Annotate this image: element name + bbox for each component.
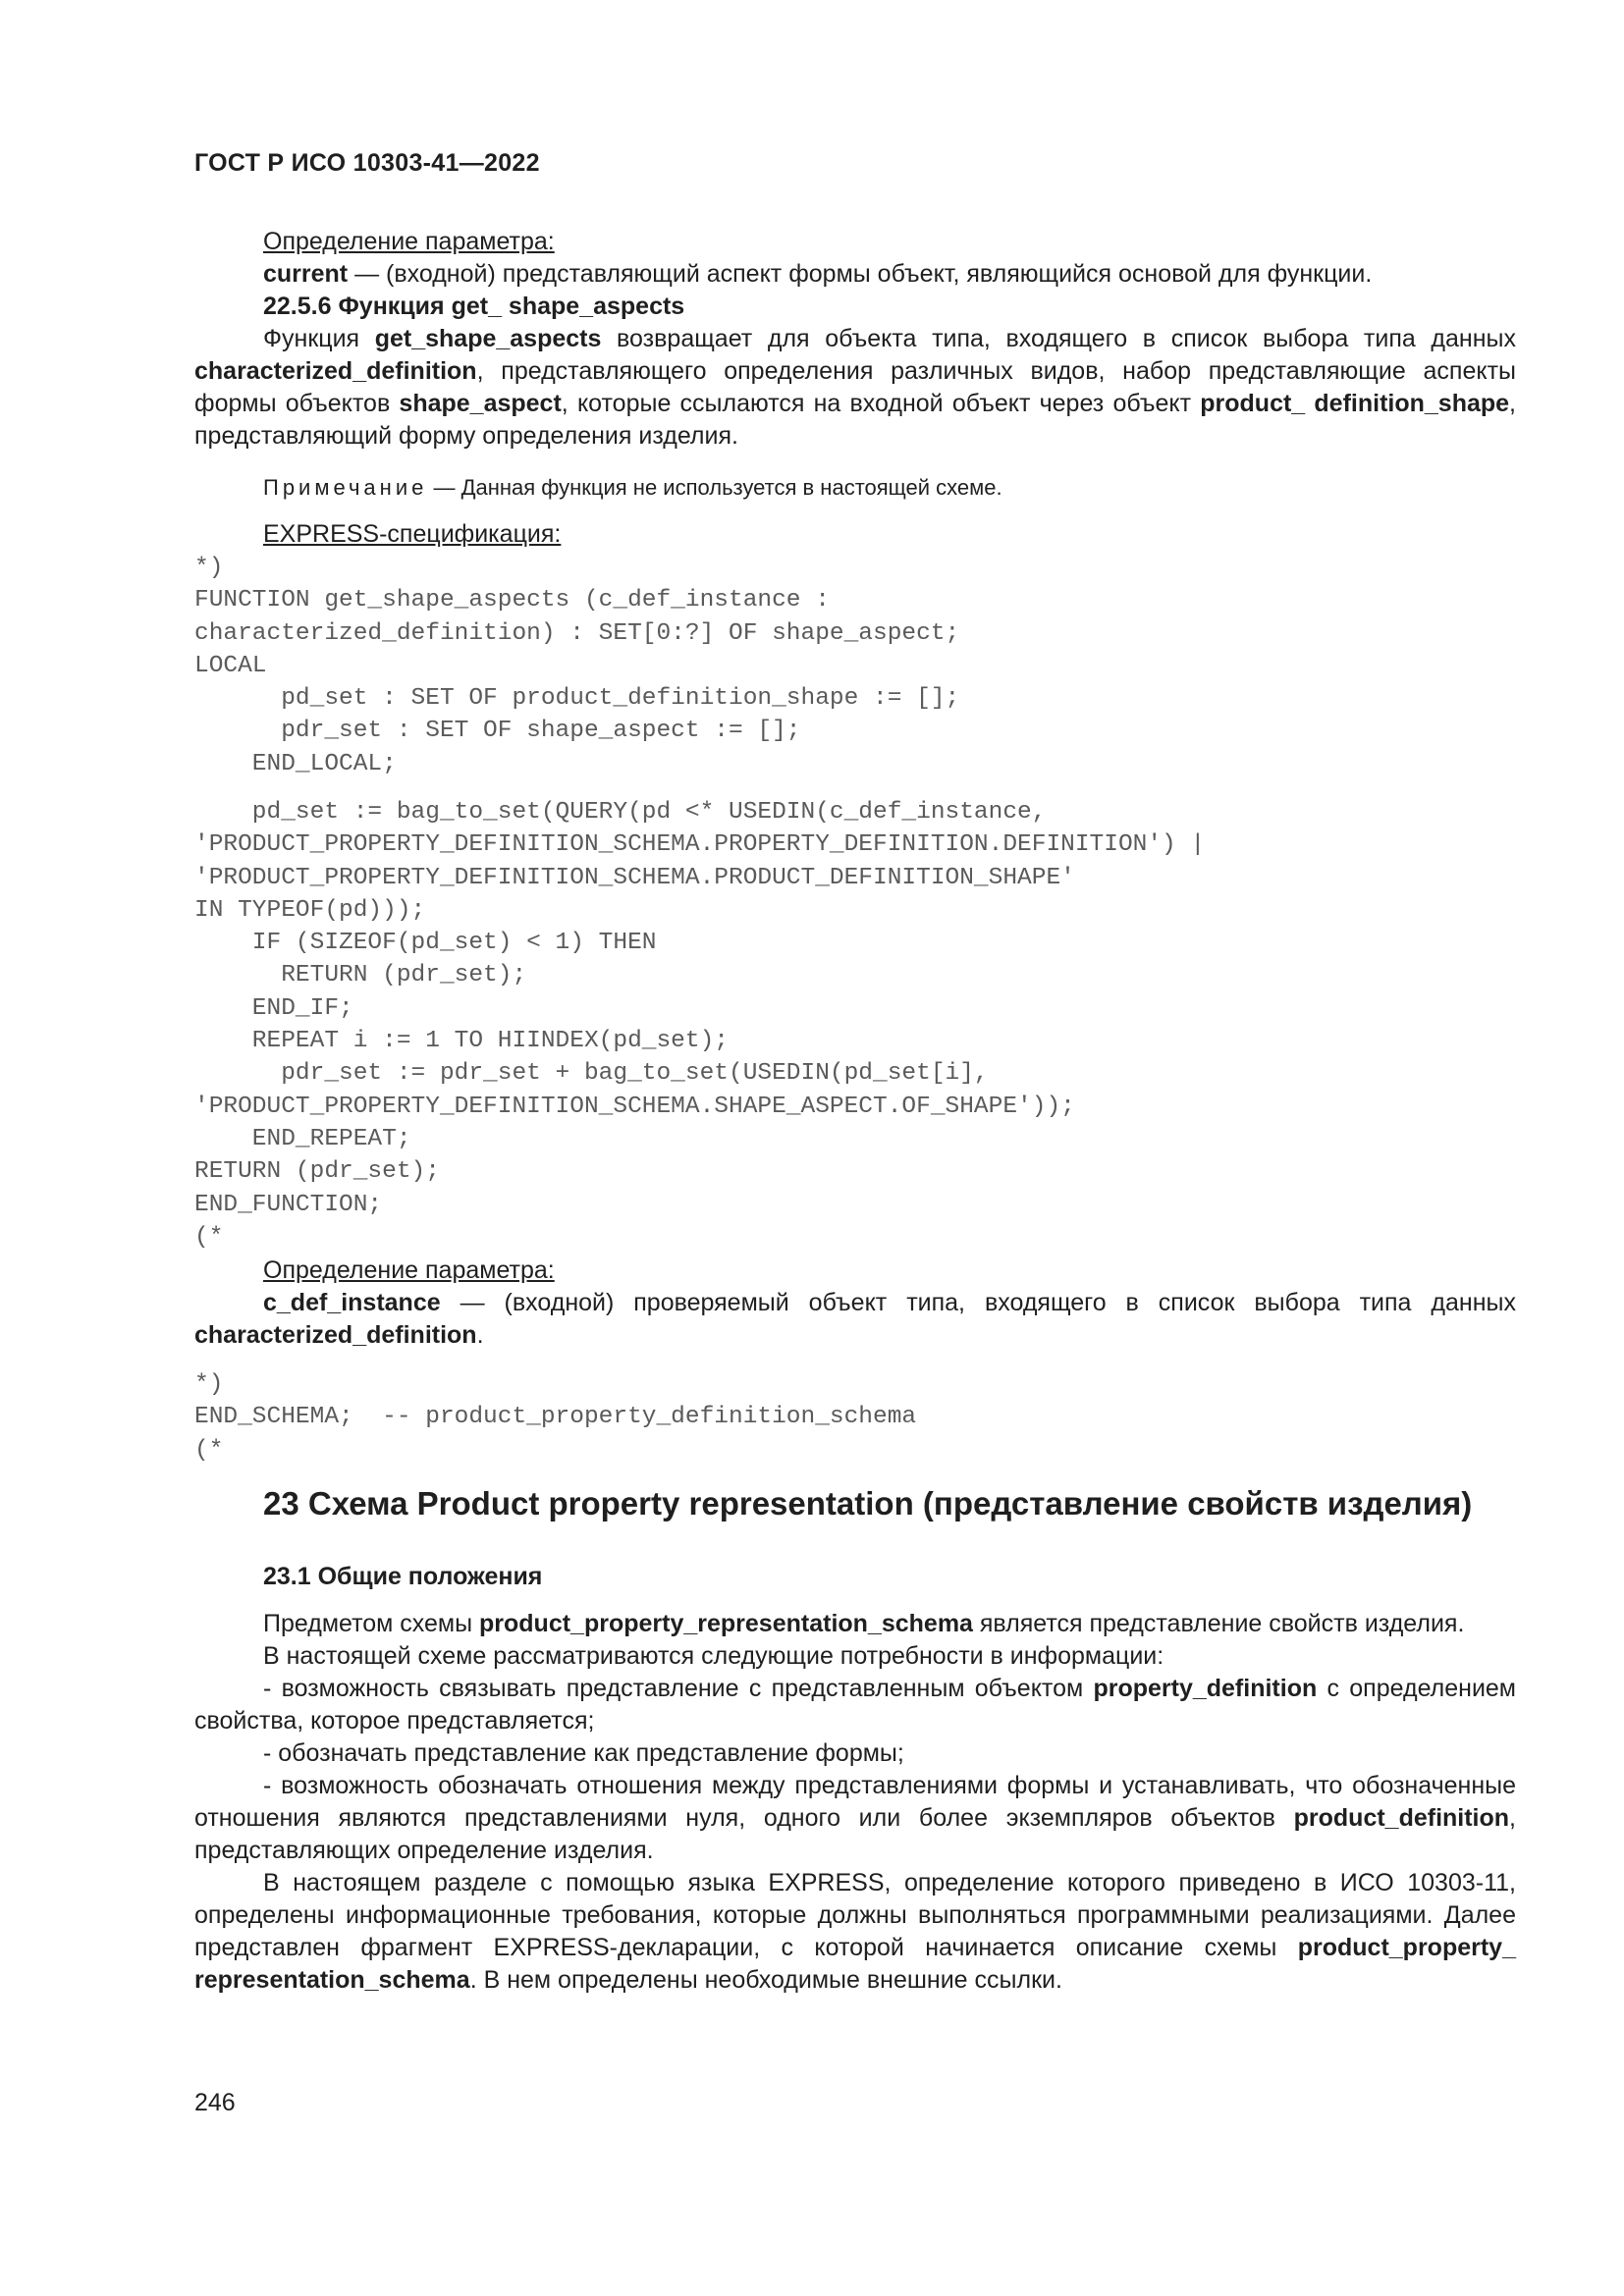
- list-item: - обозначать представление как представление формы;: [263, 1739, 904, 1767]
- param-definition-current: [194, 226, 1516, 291]
- section-paragraph: Функция get_shape_aspects возвращает для объекта типа, входящего в список выбора типа данных characterized_definition, представляющего определения различных видов, набор представляющие аспекты формы объектов shape_aspect, которые ссылаются на входной объект через объект product_ definition_shape, представляющий форму определения изделия.: [194, 325, 1516, 450]
- section-23-body: [194, 1608, 1516, 1997]
- list-item: - возможность обозначать отношения между представлениями формы и устанавливать, что обозначенные отношения являются представлениями нуля, одного или более экземпляров объектов product_definition, представляющих определение изделия.: [194, 1772, 1516, 1864]
- note: [194, 473, 1585, 503]
- section-22-5-6: [194, 291, 1516, 453]
- param-definition-c-def-instance: Определение параметра: c_def_instance — (входной) проверяемый объект типа, входящего в список выбора типа данных characterized_definition.: [194, 1256, 1516, 1349]
- code-block-end-schema: *) END_SCHEMA; -- product_property_definition_schema (*: [194, 1371, 917, 1464]
- note-text: — Данная функция не используется в настоящей схеме.: [427, 475, 1002, 500]
- paragraph: Предметом схемы product_property_representation_schema является представление свойств изделия.: [263, 1610, 1465, 1637]
- section-23-heading: 23 Схема Product property representation (представление свойств изделия): [263, 1485, 1473, 1522]
- code-block-function-header: *) FUNCTION get_shape_aspects (c_def_instance : characterized_definition) : SET[0:?] OF shape_aspect; LOCAL pd_set : SET OF product_definition_shape := []; pdr_set : SET OF shape_aspect := []; END_LOCAL;: [194, 555, 960, 777]
- paragraph: В настоящем разделе с помощью языка EXPRESS, определение которого приведено в ИСО 10303-11, определены информационные требования, которые должны выполняться программными реализациями. Далее представлен фрагмент EXPRESS-декларации, с которой начинается описание схемы product_property_ representation_schema. В нем определены необходимые внешние ссылки.: [194, 1869, 1516, 1994]
- param-description: — (входной) представляющий аспект формы объект, являющийся основой для функции.: [348, 260, 1373, 288]
- page-number: 246: [194, 2089, 236, 2116]
- express-spec-label: EXPRESS-спецификация:: [263, 520, 562, 548]
- param-definition-title: Определение параметра:: [263, 1256, 555, 1284]
- param-name: current: [263, 260, 349, 288]
- param-name: c_def_instance: [263, 1289, 441, 1316]
- section-heading: 22.5.6 Функция get_ shape_aspects: [263, 293, 685, 320]
- document-header: ГОСТ Р ИСО 10303-41—2022: [194, 149, 540, 177]
- list-item: - возможность связывать представление с представленным объектом property_definition с определением свойства, которое представляется;: [194, 1675, 1516, 1735]
- param-definition-title: Определение параметра:: [263, 228, 555, 255]
- section-23-1-heading: 23.1 Общие положения: [263, 1563, 543, 1590]
- note-label: Примечание: [263, 475, 428, 500]
- paragraph: В настоящей схеме рассматриваются следующие потребности в информации:: [263, 1642, 1164, 1670]
- code-block-function-body: pd_set := bag_to_set(QUERY(pd <* USEDIN(c_def_instance, 'PRODUCT_PROPERTY_DEFINITION_SCHEMA.PROPERTY_DEFINITION.DEFINITION') | 'PRODUCT_PROPERTY_DEFINITION_SCHEMA.PRODUCT_DEFINITION_SHAPE' IN TYPEOF(pd))); IF (SIZEOF(pd_set) < 1) THEN RETURN (pdr_set); END_IF; REPEAT i := 1 TO HIINDEX(pd_set); pdr_set := pdr_set + bag_to_set(USEDIN(pd_set[i], 'PRODUCT_PROPERTY_DEFINITION_SCHEMA.SHAPE_ASPECT.OF_SHAPE')); END_REPEAT; RETURN (pdr_set); END_FUNCTION; (*: [194, 799, 1206, 1251]
